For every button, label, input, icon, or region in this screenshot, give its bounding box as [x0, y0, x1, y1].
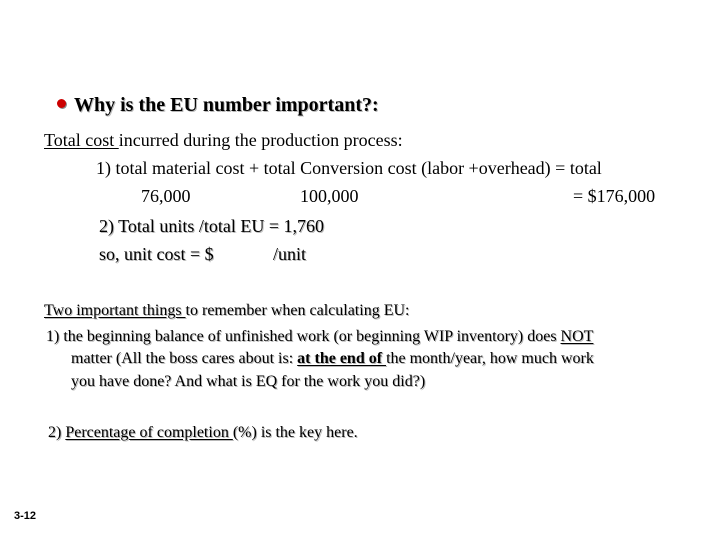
point1-line2-a: matter (All the boss cares about is: — [71, 350, 298, 367]
total-cost-line — [44, 130, 403, 151]
point1-line2-emphasis: at the end of — [297, 350, 387, 367]
point2-line — [48, 424, 358, 442]
point2-rest: (%) is the key here. — [232, 424, 358, 441]
point2-underlined: Percentage of completion — [65, 424, 233, 441]
point1-not: NOT — [560, 328, 594, 345]
material-cost-value: 76,000 — [141, 186, 191, 206]
slide-heading: Why is the EU number important?: — [74, 94, 379, 116]
unit-cost-right: /unit — [273, 244, 307, 264]
important-things-line — [44, 302, 409, 320]
total-cost-value: = $176,000 — [573, 186, 656, 206]
conversion-cost-value: 100,000 — [300, 186, 359, 206]
total-cost-label: Total cost — [44, 130, 119, 150]
formula-line: 1) total material cost + total Conversion cost (labor +overhead) = total — [96, 158, 602, 178]
point1-line2 — [71, 350, 594, 368]
point1-text: 1) the beginning balance of unfinished work (or beginning WIP inventory) does — [46, 328, 561, 345]
important-things-rest: to remember when calculating EU: — [185, 302, 410, 319]
point1-line2-c: the month/year, how much work — [386, 350, 594, 367]
important-things-label: Two important things — [44, 302, 186, 319]
unit-cost-left: so, unit cost = $ — [99, 244, 214, 264]
point2-prefix: 2) — [48, 424, 66, 441]
total-units-line: 2) Total units /total EU = 1,760 — [99, 216, 325, 236]
total-cost-rest: incurred during the production process: — [118, 130, 403, 150]
point1-line3: you have done? And what is EQ for the work you did?) — [71, 373, 426, 390]
point1-line1 — [46, 328, 593, 346]
slide-number: 3-12 — [14, 510, 37, 522]
bullet-icon — [57, 99, 66, 108]
